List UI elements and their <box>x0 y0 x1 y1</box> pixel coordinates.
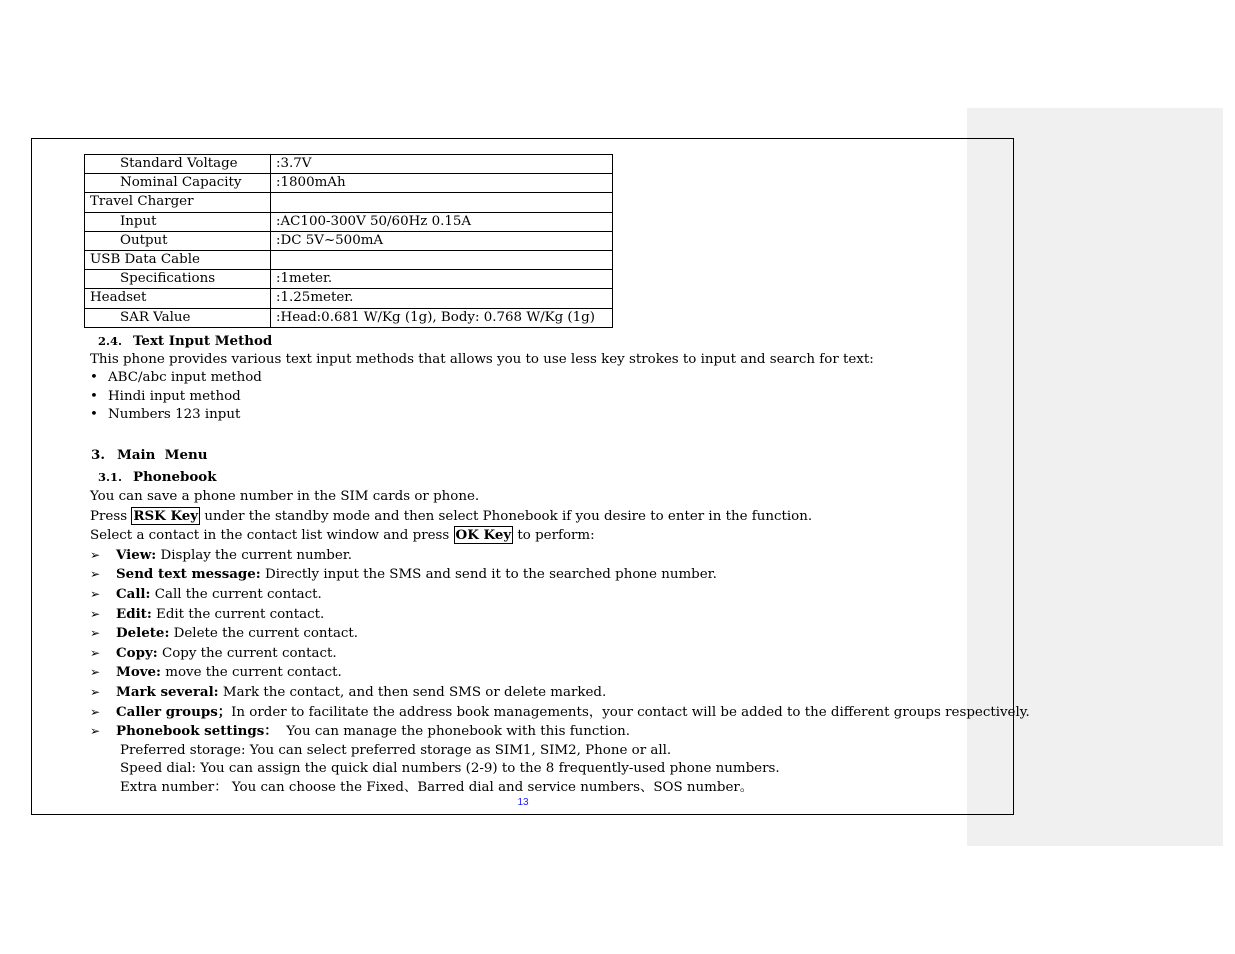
list-item: • ABC/abc input method <box>90 369 964 388</box>
list-item <box>90 663 964 683</box>
spec-table <box>84 154 613 328</box>
option-term: Edit: <box>116 605 152 622</box>
arrow-bullet-icon: ➢ <box>90 547 101 562</box>
arrow-bullet-icon: ➢ <box>90 685 101 699</box>
option-term: Caller groups； <box>116 703 232 720</box>
spec-value: :1meter. <box>271 270 613 289</box>
line-text: Select a contact in the contact list window and press <box>90 528 454 544</box>
spec-value: :1800mAh <box>271 174 613 193</box>
option-term: Copy: <box>116 644 158 661</box>
option-term: Send text message: <box>116 566 261 583</box>
section-number: 3.1. <box>98 470 123 485</box>
phonebook-options-list <box>84 546 1030 742</box>
arrow-bullet-icon: ➢ <box>90 606 101 621</box>
arrow-bullet-icon: ➢ <box>90 724 101 739</box>
option-term: Mark several: <box>116 684 219 700</box>
option-description: Delete the current contact. <box>169 626 359 642</box>
option-term: View: <box>116 546 157 563</box>
list-item: • Numbers 123 input <box>90 406 964 425</box>
spec-label: Output <box>85 231 271 250</box>
list-item <box>90 546 964 566</box>
table-row <box>85 231 613 250</box>
spec-value <box>271 250 613 269</box>
spec-value: :DC 5V~500mA <box>271 231 613 250</box>
spec-label: SAR Value <box>85 308 271 327</box>
section-title: Text Input Method <box>133 332 273 349</box>
table-row <box>85 308 613 327</box>
list-item <box>90 683 964 703</box>
option-term: Delete: <box>116 625 170 642</box>
rsk-key-label: RSK Key <box>133 507 199 524</box>
sub-line-preferred-storage: Preferred storage: You can select preferred storage as SIM1, SIM2, Phone or all. <box>120 742 672 758</box>
sub-line-speed-dial: Speed dial: You can assign the quick dial numbers (2-9) to the 8 frequently-used phone numbers. <box>120 761 780 777</box>
list-item <box>90 644 964 664</box>
option-description: Edit the current contact. <box>151 606 325 622</box>
section-number: 3. <box>91 447 105 464</box>
spec-value: :1.25meter. <box>271 289 613 308</box>
spec-label: Nominal Capacity <box>85 174 271 193</box>
page-number: 13 <box>517 797 529 808</box>
sub-line-extra-number: Extra number： You can choose the Fixed、Barred dial and service numbers、SOS number。 <box>120 779 754 795</box>
phonebook-line-2 <box>90 507 964 527</box>
table-row <box>85 174 613 193</box>
list-item <box>90 624 964 644</box>
option-description: In order to facilitate the address book managements，your contact will be added to the different groups respectively. <box>231 704 1030 720</box>
spec-value <box>271 193 613 212</box>
ok-key-label: OK Key <box>455 527 512 544</box>
option-description: Mark the contact, and then send SMS or delete marked. <box>218 685 607 700</box>
list-item <box>90 722 964 742</box>
section-title: Phonebook <box>133 469 217 486</box>
list-item: • Hindi input method <box>90 388 964 407</box>
spec-value: :3.7V <box>271 155 613 174</box>
option-description: move the current contact. <box>161 665 342 681</box>
option-description: Display the current number. <box>156 547 352 563</box>
spec-value: :Head:0.681 W/Kg (1g), Body: 0.768 W/Kg (1g) <box>271 308 613 327</box>
arrow-bullet-icon: ➢ <box>90 665 101 680</box>
line-text: Press <box>90 508 132 524</box>
arrow-bullet-icon: ➢ <box>90 626 101 641</box>
spec-label: Headset <box>85 289 271 308</box>
section-title: Main Menu <box>117 447 208 464</box>
table-row <box>85 193 613 212</box>
document-content <box>84 154 1030 798</box>
list-item <box>90 703 1030 723</box>
option-description: Directly input the SMS and send it to the searched phone number. <box>260 567 717 583</box>
phonebook-line-3 <box>90 526 964 546</box>
option-term: Call: <box>116 586 151 603</box>
option-description: You can manage the phonebook with this function. <box>277 724 631 740</box>
arrow-bullet-icon: ➢ <box>90 645 101 660</box>
option-term: Move: <box>116 664 161 681</box>
spec-label: Specifications <box>85 270 271 289</box>
spec-label: Input <box>85 212 271 231</box>
option-description: Copy the current contact. <box>157 645 337 661</box>
spec-label: Travel Charger <box>85 193 271 212</box>
table-row <box>85 289 613 308</box>
list-item <box>90 565 964 585</box>
line-text: to perform: <box>513 528 595 544</box>
table-row <box>85 270 613 289</box>
option-term: Phonebook settings： <box>116 723 278 740</box>
phonebook-line-1: You can save a phone number in the SIM cards or phone. <box>90 489 480 505</box>
section-2-4-heading <box>98 330 964 351</box>
option-description: Call the current contact. <box>150 587 322 603</box>
input-method-list <box>84 369 964 425</box>
arrow-bullet-icon: ➢ <box>90 704 101 719</box>
list-item <box>90 585 964 605</box>
spec-value: :AC100-300V 50/60Hz 0.15A <box>271 212 613 231</box>
table-row <box>85 155 613 174</box>
section-3-1-heading <box>98 466 964 488</box>
arrow-bullet-icon: ➢ <box>90 587 101 602</box>
table-row <box>85 250 613 269</box>
section-number: 2.4. <box>98 333 123 348</box>
section-3-heading <box>91 445 964 466</box>
arrow-bullet-icon: ➢ <box>90 567 101 582</box>
table-row <box>85 212 613 231</box>
spec-label: USB Data Cable <box>85 250 271 269</box>
list-item <box>90 605 964 625</box>
spec-label: Standard Voltage <box>85 155 271 174</box>
text-input-intro: This phone provides various text input methods that allows you to use less key strokes to input and search for text: <box>90 351 874 367</box>
line-text: under the standby mode and then select Phonebook if you desire to enter in the function. <box>200 508 813 524</box>
